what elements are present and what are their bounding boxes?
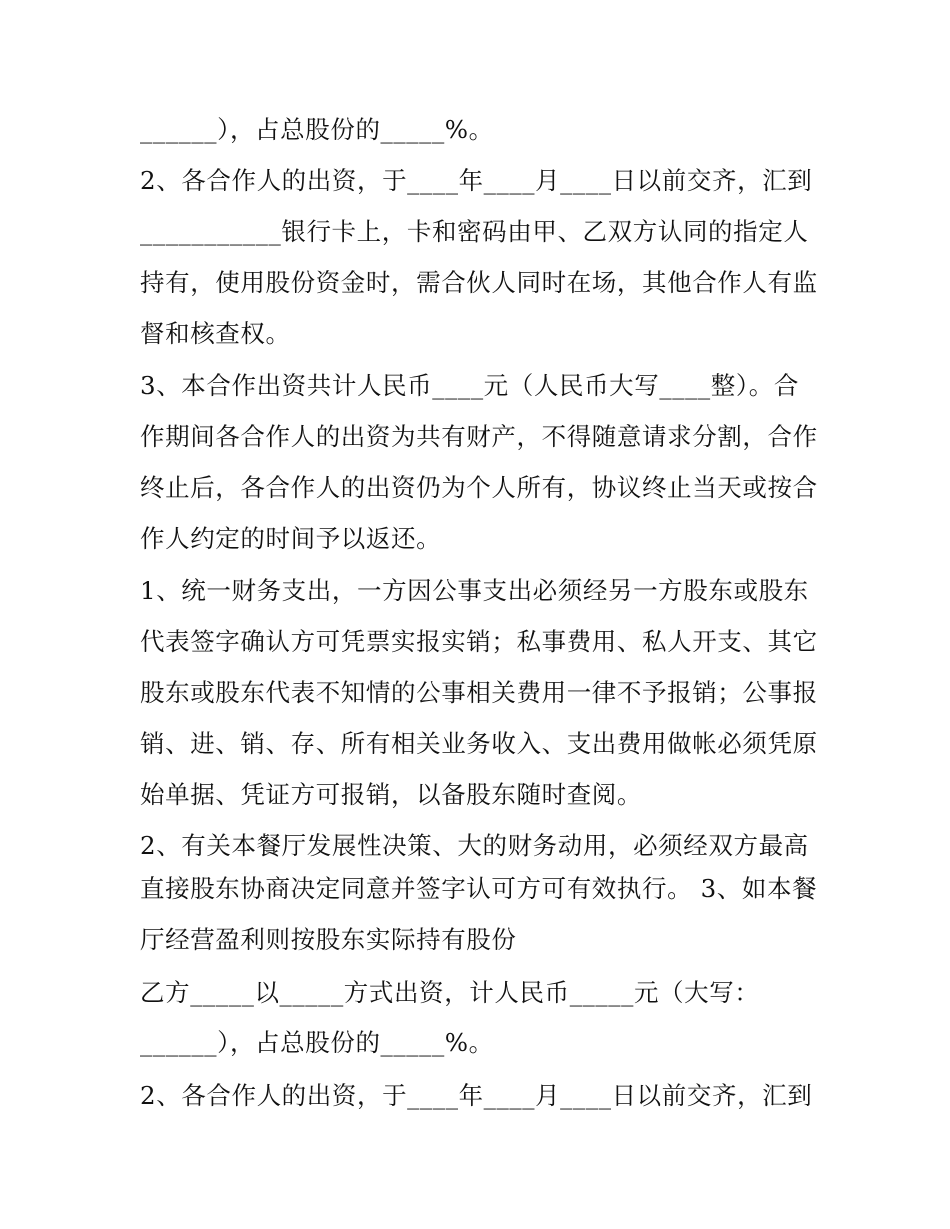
text-line: ______），占总股份的_____%。: [140, 1028, 494, 1057]
text-line: ___________银行卡上，卡和密码由甲、乙双方认同的指定人: [140, 217, 809, 246]
text-line: 作人约定的时间予以返还。: [140, 524, 442, 553]
text-line: 作期间各合作人的出资为共有财产，不得随意请求分割，合作: [140, 422, 818, 451]
text-line: 2、有关本餐厅发展性决策、大的财务动用，必须经双方最高: [140, 831, 809, 860]
text-line: 终止后，各合作人的出资仍为个人所有，协议终止当天或按合: [140, 473, 818, 502]
text-line: 持有，使用股份资金时，需合伙人同时在场，其他合作人有监: [140, 268, 818, 297]
text-line: 代表签字确认方可凭票实报实销；私事费用、私人开支、其它: [140, 627, 818, 656]
text-line: 股东或股东代表不知情的公事相关费用一律不予报销；公事报: [140, 678, 818, 707]
text-line: ______），占总股份的_____%。: [140, 115, 494, 144]
text-line: 3、本合作出资共计人民币____元（人民币大写____整）。合: [140, 371, 799, 400]
text-line: 乙方_____以_____方式出资，计人民币_____元（大写：: [140, 978, 760, 1007]
text-line: 厅经营盈利则按股东实际持有股份: [140, 925, 517, 954]
text-line: 1、统一财务支出，一方因公事支出必须经另一方股东或股东: [140, 576, 809, 605]
text-line: 销、进、销、存、所有相关业务收入、支出费用做帐必须凭原: [140, 729, 818, 758]
text-line: 2、各合作人的出资，于____年____月____日以前交齐，汇到: [140, 166, 813, 195]
text-line: 直接股东协商决定同意并签字认可方可有效执行。 3、如本餐: [140, 874, 818, 903]
text-line: 始单据、凭证方可报销，以备股东随时查阅。: [140, 780, 642, 809]
text-line: 2、各合作人的出资，于____年____月____日以前交齐，汇到: [140, 1081, 813, 1110]
text-line: 督和核查权。: [140, 319, 291, 348]
